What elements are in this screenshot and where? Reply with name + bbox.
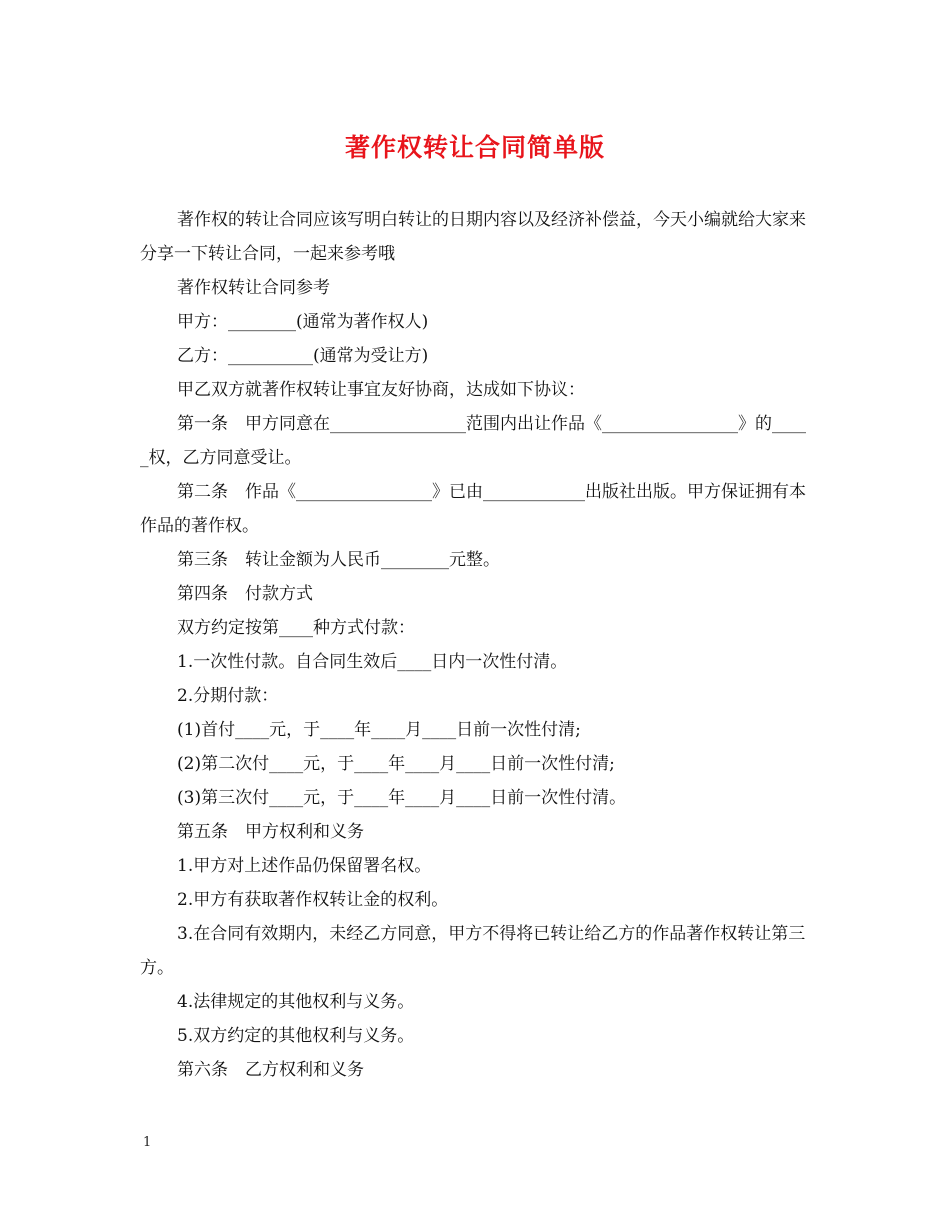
installment-3: (3)第三次付____元，于____年____月____日前一次性付清。 bbox=[177, 788, 627, 808]
installment-2: (2)第二次付____元，于____年____月____日前一次性付清; bbox=[177, 754, 615, 774]
document-body bbox=[140, 203, 812, 1087]
installment-1: (1)首付____元，于____年____月____日前一次性付清; bbox=[177, 720, 581, 740]
agreement-preamble: 甲乙双方就著作权转让事宜友好协商，达成如下协议： bbox=[177, 380, 585, 400]
party-a-right-1: 1.甲方对上述作品仍保留署名权。 bbox=[177, 856, 432, 876]
document-title: 著作权转让合同简单版 bbox=[344, 133, 605, 162]
article-2: 第二条 作品《________________》已由____________出版社出版。甲方保证拥有本作品的著作权。 bbox=[140, 482, 806, 536]
party-a-line: 甲方：________(通常为著作权人) bbox=[177, 312, 429, 332]
party-a-right-4: 4.法律规定的其他权利与义务。 bbox=[177, 992, 415, 1012]
contract-reference-heading: 著作权转让合同参考 bbox=[177, 278, 330, 298]
article-1: 第一条 甲方同意在________________范围内出让作品《________________》的_____权，乙方同意受让。 bbox=[140, 414, 806, 468]
intro-paragraph: 著作权的转让合同应该写明白转让的日期内容以及经济补偿益，今天小编就给大家来分享一下转让合同，一起来参考哦 bbox=[140, 210, 806, 264]
article-4-heading: 第四条 付款方式 bbox=[177, 584, 313, 604]
payment-method-line: 双方约定按第____种方式付款： bbox=[177, 618, 415, 638]
party-a-right-5: 5.双方约定的其他权利与义务。 bbox=[177, 1026, 415, 1046]
party-a-right-3: 3.在合同有效期内，未经乙方同意，甲方不得将已转让给乙方的作品著作权转让第三方。 bbox=[140, 924, 806, 978]
payment-option-1: 1.一次性付款。自合同生效后____日内一次性付清。 bbox=[177, 652, 568, 672]
article-6-heading: 第六条 乙方权利和义务 bbox=[177, 1060, 364, 1080]
payment-option-2: 2.分期付款： bbox=[177, 686, 279, 706]
article-3: 第三条 转让金额为人民币________元整。 bbox=[177, 550, 500, 570]
page-number: 1 bbox=[143, 1135, 152, 1150]
article-5-heading: 第五条 甲方权利和义务 bbox=[177, 822, 364, 842]
party-b-line: 乙方：__________(通常为受让方) bbox=[177, 346, 429, 366]
party-a-right-2: 2.甲方有获取著作权转让金的权利。 bbox=[177, 890, 449, 910]
